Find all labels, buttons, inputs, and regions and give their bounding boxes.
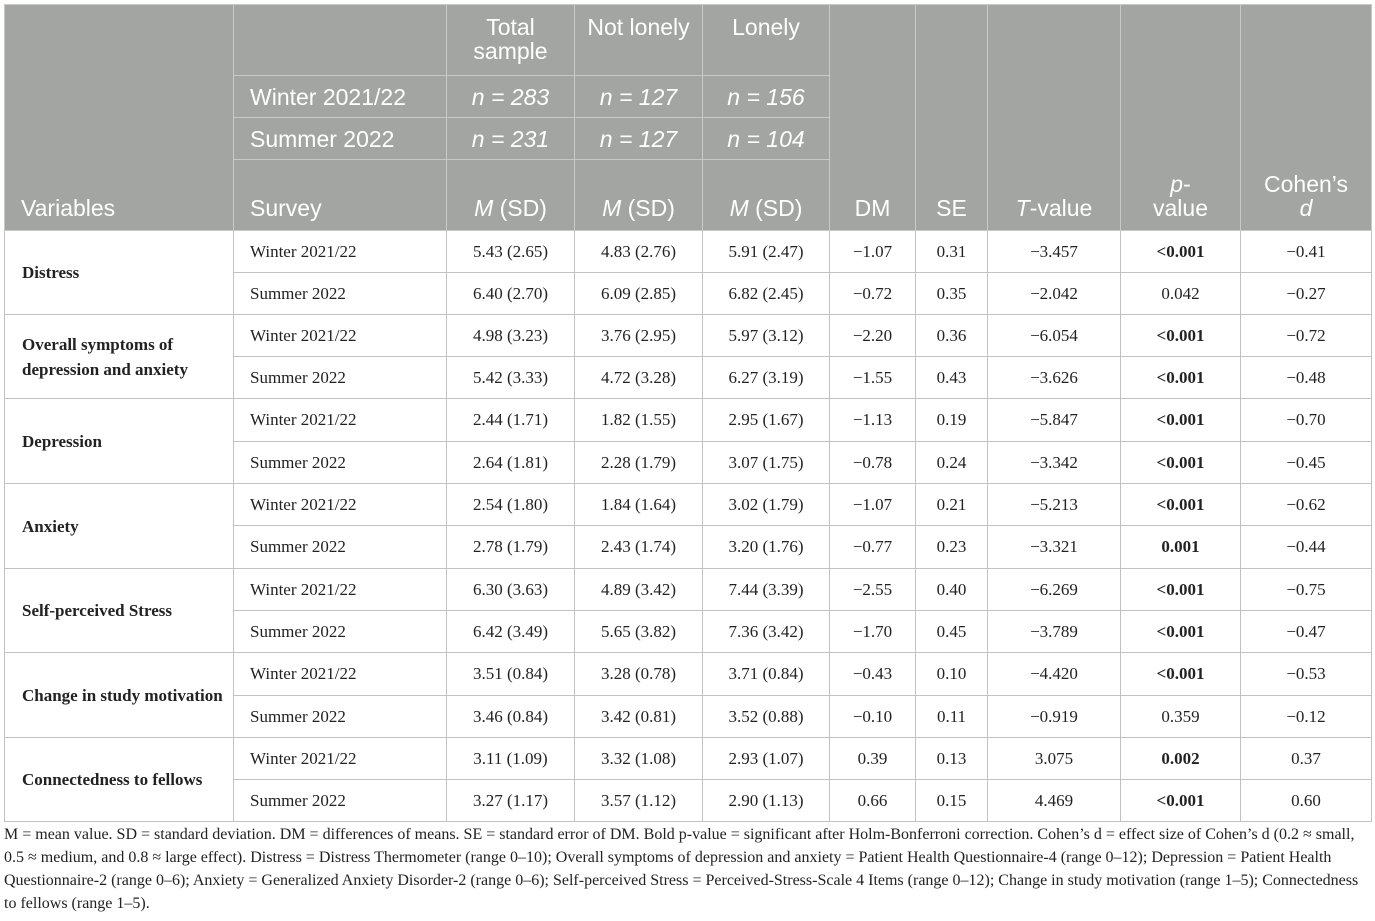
lonely-cell: 5.97 (3.12) [703, 315, 830, 357]
header-total-summer-n: n = 231 [447, 118, 575, 160]
not-lonely-cell: 3.28 (0.78) [575, 653, 703, 696]
table-row [5, 484, 1372, 526]
table-row [5, 738, 1372, 780]
p-value-cell: <0.001 [1121, 653, 1241, 696]
se-cell: 0.19 [916, 399, 988, 442]
not-lonely-cell: 3.57 (1.12) [575, 780, 703, 822]
dm-cell: −0.43 [830, 653, 916, 696]
header-se: SE [916, 5, 988, 231]
survey-cell: Winter 2021/22 [234, 315, 447, 357]
se-cell: 0.43 [916, 357, 988, 399]
cohens-d-cell: −0.27 [1241, 273, 1372, 315]
lonely-cell: 2.93 (1.07) [703, 738, 830, 780]
survey-cell: Summer 2022 [234, 526, 447, 569]
variable-name: Anxiety [5, 484, 234, 569]
survey-cell: Winter 2021/22 [234, 231, 447, 273]
p-value-cell: <0.001 [1121, 315, 1241, 357]
cohens-d-cell: −0.47 [1241, 611, 1372, 653]
t-value-cell: −3.789 [988, 611, 1121, 653]
t-value-cell: 4.469 [988, 780, 1121, 822]
lonely-cell: 3.02 (1.79) [703, 484, 830, 526]
not-lonely-cell: 4.72 (3.28) [575, 357, 703, 399]
total-sample-cell: 2.54 (1.80) [447, 484, 575, 526]
header-lonely-msd: M (SD) [703, 160, 830, 231]
p-value-cell: 0.001 [1121, 526, 1241, 569]
not-lonely-cell: 4.83 (2.76) [575, 231, 703, 273]
table-row [5, 315, 1372, 357]
not-lonely-cell: 3.32 (1.08) [575, 738, 703, 780]
table-footnote: M = mean value. SD = standard deviation. DM = differences of means. SE = standard error of DM. Bold p-value = significant after Holm-Bonferroni correction. Cohen’s d = effect size of Cohen’s d (0.2 ≈ small, 0.5 ≈ medium, and 0.8 ≈ large effect). Distress = Distress Thermometer (range 0–10); Overall symptoms of depression and anxiety = Patient Health Questionnaire-4 (range 0–12); Depression = Patient Health Questionnaire-2 (range 0–6); Anxiety = Generalized Anxiety Disorder-2 (range 0–6); Self-perceived Stress = Perceived-Stress-Scale 4 Items (range 0–12); Change in study motivation (range 1–5); Connectedness to fellows (range 1–5). [4, 826, 1359, 912]
table-row [5, 399, 1372, 442]
t-value-cell: 3.075 [988, 738, 1121, 780]
lonely-cell: 2.90 (1.13) [703, 780, 830, 822]
variable-name: Depression [5, 399, 234, 484]
variable-name: Distress [5, 231, 234, 315]
dm-cell: −1.07 [830, 484, 916, 526]
header-dm: DM [830, 5, 916, 231]
header-total-msd: M (SD) [447, 160, 575, 231]
header-total-sample: Total sample [447, 5, 575, 76]
t-value-cell: −5.213 [988, 484, 1121, 526]
se-cell: 0.10 [916, 653, 988, 696]
header-t-value: T-value [988, 5, 1121, 231]
table-row [5, 653, 1372, 696]
header-total-winter-n: n = 283 [447, 76, 575, 118]
cohens-d-cell: 0.60 [1241, 780, 1372, 822]
total-sample-cell: 4.98 (3.23) [447, 315, 575, 357]
dm-cell: 0.39 [830, 738, 916, 780]
se-cell: 0.23 [916, 526, 988, 569]
survey-cell: Summer 2022 [234, 611, 447, 653]
t-value-cell: −3.342 [988, 442, 1121, 484]
results-table-container [4, 4, 1371, 822]
total-sample-cell: 6.42 (3.49) [447, 611, 575, 653]
header-lonely-summer-n: n = 104 [703, 118, 830, 160]
survey-cell: Summer 2022 [234, 273, 447, 315]
cohens-d-cell: −0.72 [1241, 315, 1372, 357]
header-p-value: p- value [1121, 5, 1241, 231]
dm-cell: 0.66 [830, 780, 916, 822]
total-sample-cell: 6.30 (3.63) [447, 569, 575, 611]
se-cell: 0.36 [916, 315, 988, 357]
p-value-cell: <0.001 [1121, 780, 1241, 822]
table-header [5, 5, 1372, 231]
cohens-d-cell: −0.75 [1241, 569, 1372, 611]
not-lonely-cell: 6.09 (2.85) [575, 273, 703, 315]
lonely-cell: 3.71 (0.84) [703, 653, 830, 696]
dm-cell: −1.70 [830, 611, 916, 653]
survey-cell: Summer 2022 [234, 696, 447, 738]
total-sample-cell: 3.46 (0.84) [447, 696, 575, 738]
not-lonely-cell: 1.84 (1.64) [575, 484, 703, 526]
t-value-cell: −3.457 [988, 231, 1121, 273]
not-lonely-cell: 5.65 (3.82) [575, 611, 703, 653]
header-not-lonely-summer-n: n = 127 [575, 118, 703, 160]
se-cell: 0.31 [916, 231, 988, 273]
lonely-cell: 5.91 (2.47) [703, 231, 830, 273]
header-not-lonely-msd: M (SD) [575, 160, 703, 231]
cohens-d-cell: −0.70 [1241, 399, 1372, 442]
total-sample-cell: 2.64 (1.81) [447, 442, 575, 484]
header-variables: Variables [5, 5, 234, 231]
header-not-lonely: Not lonely [575, 5, 703, 76]
lonely-cell: 6.82 (2.45) [703, 273, 830, 315]
dm-cell: −0.77 [830, 526, 916, 569]
header-cohens-d: Cohen’s d [1241, 5, 1372, 231]
lonely-cell: 6.27 (3.19) [703, 357, 830, 399]
total-sample-cell: 5.42 (3.33) [447, 357, 575, 399]
t-value-cell: −6.054 [988, 315, 1121, 357]
not-lonely-cell: 3.76 (2.95) [575, 315, 703, 357]
se-cell: 0.40 [916, 569, 988, 611]
total-sample-cell: 5.43 (2.65) [447, 231, 575, 273]
not-lonely-cell: 3.42 (0.81) [575, 696, 703, 738]
t-value-cell: −4.420 [988, 653, 1121, 696]
se-cell: 0.15 [916, 780, 988, 822]
se-cell: 0.13 [916, 738, 988, 780]
not-lonely-cell: 4.89 (3.42) [575, 569, 703, 611]
p-value-cell: <0.001 [1121, 442, 1241, 484]
total-sample-cell: 3.51 (0.84) [447, 653, 575, 696]
header-lonely: Lonely [703, 5, 830, 76]
p-value-cell: 0.002 [1121, 738, 1241, 780]
variable-name: Change in study motivation [5, 653, 234, 738]
se-cell: 0.24 [916, 442, 988, 484]
cohens-d-cell: 0.37 [1241, 738, 1372, 780]
dm-cell: −1.13 [830, 399, 916, 442]
survey-cell: Summer 2022 [234, 357, 447, 399]
dm-cell: −0.10 [830, 696, 916, 738]
dm-cell: −2.55 [830, 569, 916, 611]
p-value-cell: <0.001 [1121, 399, 1241, 442]
p-value-cell: 0.042 [1121, 273, 1241, 315]
p-value-cell: <0.001 [1121, 569, 1241, 611]
cohens-d-cell: −0.53 [1241, 653, 1372, 696]
header-survey: Survey [234, 160, 447, 231]
p-value-cell: <0.001 [1121, 484, 1241, 526]
dm-cell: −1.55 [830, 357, 916, 399]
p-value-cell: <0.001 [1121, 357, 1241, 399]
survey-cell: Winter 2021/22 [234, 569, 447, 611]
se-cell: 0.35 [916, 273, 988, 315]
t-value-cell: −6.269 [988, 569, 1121, 611]
total-sample-cell: 2.78 (1.79) [447, 526, 575, 569]
survey-cell: Winter 2021/22 [234, 653, 447, 696]
cohens-d-cell: −0.45 [1241, 442, 1372, 484]
survey-cell: Summer 2022 [234, 780, 447, 822]
t-value-cell: −5.847 [988, 399, 1121, 442]
cohens-d-cell: −0.48 [1241, 357, 1372, 399]
se-cell: 0.21 [916, 484, 988, 526]
p-value-cell: 0.359 [1121, 696, 1241, 738]
p-value-cell: <0.001 [1121, 611, 1241, 653]
total-sample-cell: 6.40 (2.70) [447, 273, 575, 315]
survey-cell: Winter 2021/22 [234, 484, 447, 526]
cohens-d-cell: −0.12 [1241, 696, 1372, 738]
dm-cell: −1.07 [830, 231, 916, 273]
lonely-cell: 7.36 (3.42) [703, 611, 830, 653]
cohens-d-cell: −0.41 [1241, 231, 1372, 273]
total-sample-cell: 3.27 (1.17) [447, 780, 575, 822]
survey-cell: Summer 2022 [234, 442, 447, 484]
lonely-cell: 3.52 (0.88) [703, 696, 830, 738]
se-cell: 0.45 [916, 611, 988, 653]
header-lonely-winter-n: n = 156 [703, 76, 830, 118]
lonely-cell: 7.44 (3.39) [703, 569, 830, 611]
table-body [5, 231, 1372, 822]
lonely-cell: 2.95 (1.67) [703, 399, 830, 442]
not-lonely-cell: 1.82 (1.55) [575, 399, 703, 442]
total-sample-cell: 3.11 (1.09) [447, 738, 575, 780]
table-row [5, 231, 1372, 273]
survey-cell: Winter 2021/22 [234, 738, 447, 780]
table-row [5, 569, 1372, 611]
header-summer: Summer 2022 [234, 118, 447, 160]
cohens-d-cell: −0.44 [1241, 526, 1372, 569]
variable-name: Connectedness to fellows [5, 738, 234, 822]
header-empty-cell [234, 5, 447, 76]
p-value-cell: <0.001 [1121, 231, 1241, 273]
dm-cell: −0.78 [830, 442, 916, 484]
variable-name: Self-perceived Stress [5, 569, 234, 653]
lonely-cell: 3.07 (1.75) [703, 442, 830, 484]
total-sample-cell: 2.44 (1.71) [447, 399, 575, 442]
not-lonely-cell: 2.28 (1.79) [575, 442, 703, 484]
t-value-cell: −0.919 [988, 696, 1121, 738]
t-value-cell: −2.042 [988, 273, 1121, 315]
not-lonely-cell: 2.43 (1.74) [575, 526, 703, 569]
header-not-lonely-winter-n: n = 127 [575, 76, 703, 118]
variable-name: Overall symptoms of depression and anxiety [5, 315, 234, 399]
results-table [4, 4, 1372, 822]
survey-cell: Winter 2021/22 [234, 399, 447, 442]
lonely-cell: 3.20 (1.76) [703, 526, 830, 569]
dm-cell: −2.20 [830, 315, 916, 357]
header-winter: Winter 2021/22 [234, 76, 447, 118]
cohens-d-cell: −0.62 [1241, 484, 1372, 526]
t-value-cell: −3.626 [988, 357, 1121, 399]
se-cell: 0.11 [916, 696, 988, 738]
dm-cell: −0.72 [830, 273, 916, 315]
t-value-cell: −3.321 [988, 526, 1121, 569]
